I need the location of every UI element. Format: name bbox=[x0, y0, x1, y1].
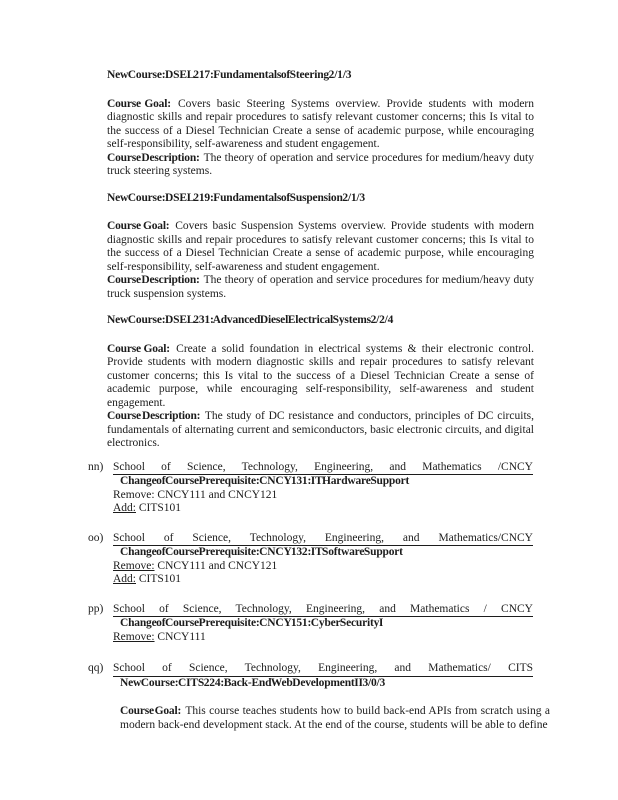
school-line: School of Science, Technology, Engineering, and Mathematics /CNCY bbox=[113, 461, 533, 476]
change-of-prerequisite-line: Change of Course Prerequisite: CNCY 132: IT Software Support bbox=[120, 546, 403, 558]
course-goal-label: Course Goal: bbox=[107, 97, 171, 110]
remove-line bbox=[113, 560, 533, 574]
course-heading: New Course: DSEL 231: Advanced Diesel Electrical Systems 2/2/4 bbox=[107, 314, 394, 326]
remove-text: CNCY111 and CNCY121 bbox=[154, 488, 278, 501]
add-text: CITS101 bbox=[136, 573, 182, 585]
course-section-dsel-217 bbox=[107, 69, 534, 179]
course-description-paragraph bbox=[107, 274, 534, 301]
remove-label: Remove: bbox=[113, 559, 155, 572]
course-description-label: Course Description: bbox=[107, 274, 200, 286]
course-description-text: The study of DC resistance and conductors, principles of DC circuits, fundamentals of alternating current and semiconductors, basic electronic circuits, and digital electronics. bbox=[107, 410, 534, 449]
list-item-nn bbox=[88, 461, 618, 516]
remove-line bbox=[113, 631, 533, 645]
item-body bbox=[113, 603, 533, 645]
item-body bbox=[113, 461, 533, 516]
course-heading: New Course: DSEL 219: Fundamentals of Suspension 2/1/3 bbox=[107, 191, 365, 204]
course-description-paragraph bbox=[107, 410, 534, 451]
remove-label: Remove: bbox=[113, 630, 155, 643]
course-section-dsel-231 bbox=[107, 314, 534, 451]
course-heading: New Course: DSEL 217: Fundamentals of Steering 2/1/3 bbox=[107, 69, 352, 81]
course-goal-text: Create a solid foundation in electrical systems & their electronic control. Provide students with modern diagnostic skills and repair procedures to satisfy relevant customer concerns; this Is vital to the success of a Diesel Technician Create a sense of academic purpose, while encouraging self-responsibility, self-awareness and student engagement. bbox=[107, 342, 534, 409]
course-description-paragraph bbox=[107, 152, 534, 179]
item-label: qq) bbox=[88, 662, 104, 674]
item-label: nn) bbox=[88, 460, 104, 473]
school-line: School of Science, Technology, Engineering, and Mathematics/CNCY bbox=[113, 532, 533, 547]
course-description-text: The theory of operation and service procedures for medium/heavy duty truck steering systems. bbox=[107, 151, 534, 177]
school-line: School of Science, Technology, Engineering, and Mathematics / CNCY bbox=[113, 603, 533, 618]
course-goal-paragraph bbox=[107, 220, 534, 274]
add-line bbox=[113, 573, 533, 587]
item-label: pp) bbox=[88, 602, 104, 615]
add-label: Add: bbox=[113, 573, 136, 585]
item-body bbox=[113, 532, 533, 587]
course-description-label: Course Description: bbox=[107, 151, 200, 164]
change-of-prerequisite-line: Change of Course Prerequisite: CNCY 151: Cyber Security I bbox=[120, 617, 384, 629]
school-line: School of Science, Technology, Engineering, and Mathematics/ CITS bbox=[113, 662, 533, 677]
add-line bbox=[113, 502, 533, 516]
list-item-pp bbox=[88, 603, 618, 645]
add-text: CITS101 bbox=[136, 502, 182, 514]
list-item-qq bbox=[88, 662, 618, 690]
item-label: oo) bbox=[88, 531, 104, 544]
course-goal-paragraph bbox=[107, 343, 534, 411]
add-label: Add: bbox=[113, 502, 136, 514]
change-of-prerequisite-line: Change of Course Prerequisite: CNCY 131: IT Hardware Support bbox=[120, 475, 410, 487]
course-goal-text: Covers basic Suspension Systems overview. Provide students with modern diagnostic skills and repair procedures to satisfy relevant customer concerns; this Is vital to the success of a Diesel Technician Create a sense of academic purpose, while encouraging self-responsibility, self-awareness and student engagement. bbox=[107, 220, 535, 273]
course-goal-text: Covers basic Steering Systems overview. Provide students with modern diagnostic skills and repair procedures to satisfy relevant customer concerns; this Is vital to the success of a Diesel Technician Create a sense of academic purpose, while encouraging self-responsibility, self-awareness and student engagement. bbox=[107, 97, 534, 150]
new-course-line: New Course: CITS 224: Back-End Web Development II 3/0/3 bbox=[120, 676, 386, 689]
course-goal-label: Course Goal: bbox=[120, 705, 182, 717]
course-description-label: Course Description: bbox=[107, 410, 201, 422]
course-description-text: The theory of operation and service procedures for medium/heavy duty truck suspension systems. bbox=[107, 274, 534, 300]
course-section-dsel-219 bbox=[107, 192, 534, 302]
remove-text: CNCY111 and CNCY121 bbox=[154, 559, 278, 572]
course-goal-text: This course teaches students how to build back-end APIs from scratch using a modern back-end development stack. At the end of the course, students will be able to define bbox=[120, 705, 550, 731]
course-goal-label: Course Goal: bbox=[107, 342, 170, 355]
course-goal-paragraph bbox=[120, 705, 550, 732]
item-body bbox=[113, 662, 533, 690]
list-item-oo bbox=[88, 532, 618, 587]
remove-line bbox=[113, 489, 533, 503]
course-goal-label: Course Goal: bbox=[107, 220, 170, 232]
remove-label: Remove: bbox=[113, 488, 155, 501]
remove-text: CNCY111 bbox=[154, 630, 206, 643]
course-goal-paragraph bbox=[107, 98, 534, 152]
